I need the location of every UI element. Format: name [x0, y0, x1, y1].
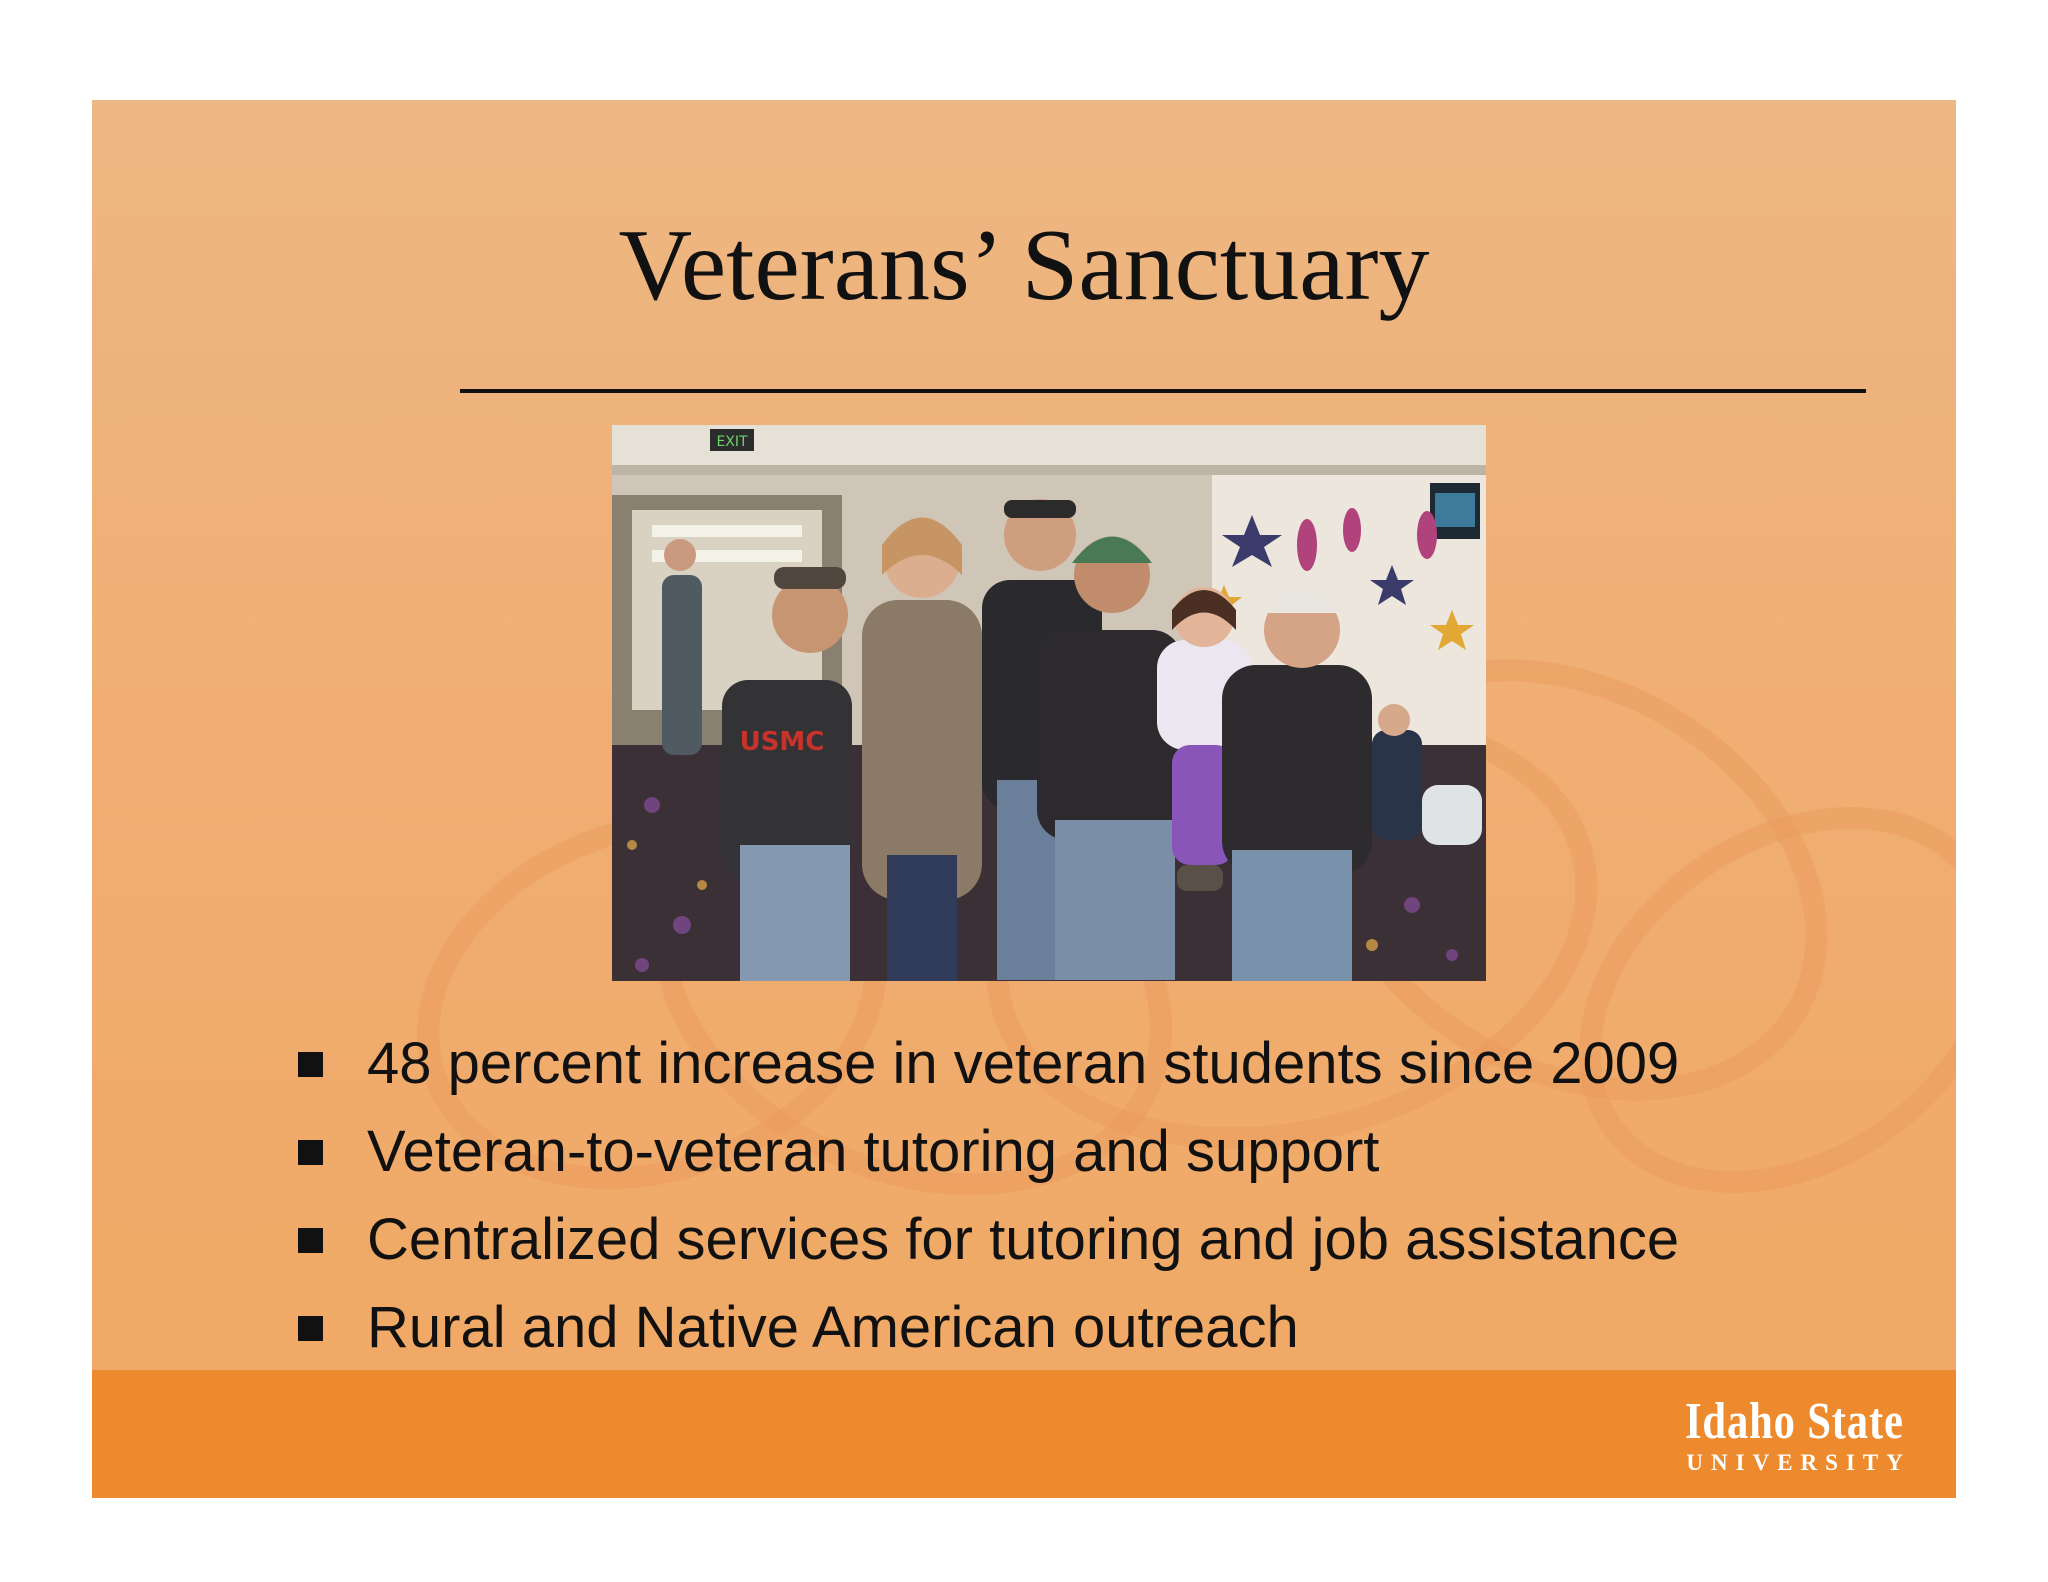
square-bullet-icon	[298, 1316, 323, 1341]
bullet-item	[292, 1020, 1892, 1108]
bullet-item	[292, 1196, 1892, 1284]
bullet-item	[292, 1284, 1892, 1372]
square-bullet-icon	[298, 1052, 323, 1077]
bullet-item	[292, 1108, 1892, 1196]
bullet-list	[292, 1020, 1892, 1372]
title-divider	[460, 389, 1866, 393]
slide-title: Veterans’ Sanctuary	[618, 209, 1430, 322]
logo-subtitle: UNIVERSITY	[1686, 1450, 1911, 1475]
exit-sign: EXIT	[716, 434, 748, 450]
group-photo	[612, 425, 1486, 981]
slide	[92, 100, 1956, 1498]
bullet-text: Veteran-to-veteran tutoring and support	[367, 1119, 1380, 1184]
bullet-text: Rural and Native American outreach	[367, 1295, 1299, 1360]
bullet-text: Centralized services for tutoring and job assistance	[367, 1207, 1680, 1272]
idaho-state-logo	[1661, 1393, 1928, 1476]
square-bullet-icon	[298, 1140, 323, 1165]
footer-band	[92, 1370, 1956, 1498]
shirt-print: USMC	[739, 727, 825, 757]
square-bullet-icon	[298, 1228, 323, 1253]
bullet-text: 48 percent increase in veteran students since 2009	[367, 1031, 1680, 1096]
logo-name: Idaho State	[1685, 1393, 1904, 1450]
